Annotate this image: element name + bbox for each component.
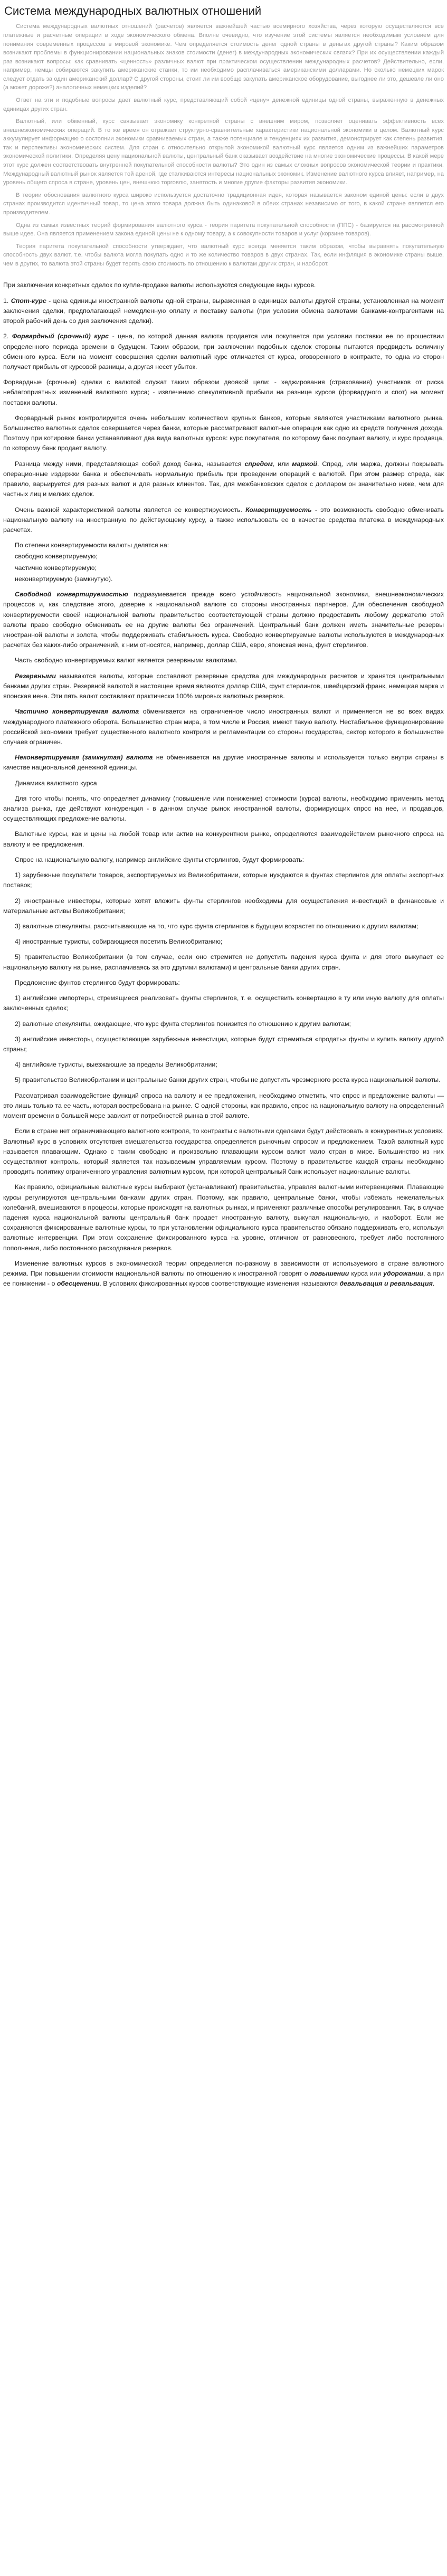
term: Спот-курс bbox=[11, 297, 46, 305]
intro-paragraph: Ответ на эти и подобные вопросы дает валютный курс, представляющий собой «цену» денежной единицы одной страны, выраженную в денежных единицах других стран. bbox=[3, 97, 444, 112]
list-item: свободно конвертируемую; bbox=[15, 553, 98, 560]
intro-paragraph: Одна из самых известных теорий формирования валютного курса - теория паритета покупательной способности (ППС) - базируется на рассмотренной выше идее. Она является применением закона единой цены не к одному товару, а к совокупности товаров и услуг (корзине товаров). bbox=[3, 222, 444, 237]
paragraph: Форвардный рынок контролируется очень небольшим количеством крупных банков, которые являются участниками валютного рынка. Большинство валютных сделок совершается через банки, которые рассматривают валютные операции как одно из средств получения дохода. Поэтому при котировке банки устанавливают два вида валютных курсов: курс покупателя, по которому банк покупает валюту, и курс продавца, по которому банк продает валюту. bbox=[3, 414, 444, 452]
intro-paragraph: Теория паритета покупательной способности утверждает, что валютный курс всегда меняется таким образом, чтобы выравнять покупательную способность двух валют, т.е. чтобы валюта могла покупать одно и то же количество товаров в двух странах. Так, если инфляция в экономике страны выше, чем в других, то валюта этой страны будет терять свою стоимость по отношению к валютам других стран, и наоборот. bbox=[3, 243, 444, 267]
paragraph: Валютные курсы, как и цены на любой товар или актив на конкурентном рынке, определяются взаимодействием рыночного спроса на валюту и ее предложения. bbox=[3, 830, 444, 848]
term: Форвардный (срочный) курс bbox=[12, 332, 109, 340]
paragraph: Для того чтобы понять, что определяет динамику (повышение или понижение) стоимости (курса) валюты, необходимо применить метод анализа рынка, где действуют конкуренция - в данном случае рынок иностранной валюты, формирующих спрос на нее, и продавцов, осуществляющих предложение валюты. bbox=[3, 794, 444, 823]
list-item: 5) правительство Великобритании (в том случае, если оно стремится не допустить падения курса фунта и для этого выкупает ее национальную валюту на рынке, расплачиваясь за это другими валютами) и центральные банки других стран. bbox=[3, 953, 444, 971]
list-item: неконвертируемую (замкнутую). bbox=[15, 575, 113, 583]
paragraph-partial: Частично конвертируемая валюта обменивается на ограниченное число иностранных валют и применяется не во всех видах международного платежного оборота. Большинство стран мира, в том числе и Россия, имеют такую валюту. Нестабильное функционирование российской экономики требует существенного валютного контроля и регламентации со стороны государства, сектор которого в большинстве случаев ограничен. bbox=[3, 708, 444, 746]
intro-paragraph: В теории обоснования валютного курса широко используется достаточно традиционная идея, которая называется законом единой цены: если в двух странах производится идентичный товар, то цена этого товара должна быть одинаковой в обеих странах независимо от того, в какой стране является его производителем. bbox=[3, 192, 444, 216]
list-item: 4) иностранные туристы, собирающиеся посетить Великобританию; bbox=[15, 938, 223, 946]
paragraph-spread: Разница между ними, представляющая собой доход банка, называется спредом, или маржой. Спред, или маржа, должны покрывать операционные издержки банка и обеспечивать нормальную прибыль при проведении операций с валютой. При этом размер спреда, как правило, варьируется для разных валют и для разных клиентов. Так, для межбанковских сделок с долларом он значительно ниже, чем для частных лиц и мелких сделок. bbox=[3, 460, 444, 498]
paragraph: Как правило, официальные валютные курсы выбирают (устанавливают) правительства, управляя валютными интервенциями. Плавающие курсы регулируются центральными банками других стран. Поэтому, как правило, центральные банки, чтобы избежать нежелательных колебаний, вмешиваются в процессы, которые происходят на валютных рынках, и применяют различные способы регулирования. Так, в случае падения курса национальной валюты центральный банк продает иностранную валюту, выкупая национальную, и наоборот. Если же сохраняются фиксированные валютные курсы, то при установлении официального курса правительство обязано поддерживать его, используя валютные интервенции. При этом сохранение фиксированного курса на уровне, отличном от равновесного, требует либо постоянного пополнения, либо постоянного расходования резервов. bbox=[3, 1183, 444, 1252]
intro-paragraph: Система международных валютных отношений (расчетов) является важнейшей частью всемирного хозяйства, через которую осуществляются все платежные и расчетные операции в ходе экономического обмена. Вполне очевидно, что изучение этой системы является необходимым условием для понимания современных процессов в мировой экономике. Чем определяется стоимость денег одной страны в деньгах другой страны? Каким образом возникают проблемы в функционировании национальных знаков стоимости (денег) в международных экономических связях? При их осуществлении каждый раз возникают вопросы: как сравнивать «ценность» различных валют при практическом осуществлении международных расчетов? Действительно, если, например, немцы собираются закупить американские станки, то им необходимо расплачиваться американскими долларами. Но сколько немецких марок следует отдать за один американский доллар? С другой стороны, стоит ли им вообще закупать американское оборудование, выгоднее ли это, дешевле ли оно (а может дороже?) аналогичных немецких изделий? bbox=[3, 23, 444, 91]
conv-list bbox=[15, 552, 444, 584]
list-item: 2) валютные спекулянты, ожидающие, что курс фунта стерлингов понизится по отношению к другим валютам; bbox=[15, 1020, 351, 1028]
intro-paragraph: Валютный, или обменный, курс связывает экономику конкретной страны с внешним миром, позволяет оценивать эффективность всех внешнеэкономических операций. В то же время он отражает структурно-сравнительные характеристики национальной экономики в целом. Валютный курс аккумулирует информацию о состоянии экономики сравниваемых стран, а также потенциале и тенденциях их развития, демонстрирует как степень развития, так и перспективы экономических систем. Для стран с относительно открытой экономикой валютный курс является одним из важнейших параметров экономической политики. Определяя цену национальной валюты, центральный банк оказывает воздействие на многие экономические процессы. В какой мере этот курс должен соответствовать внутренней покупательной способности валюты? Это один из самых сложных вопросов экономической теории и практики. Международный валютный рынок является той ареной, где сталкиваются интересы национальных экономик. Изменение валютного курса влияет, например, на уровень общего спроса в стране, уровень цен, внешнюю торговлю, занятость и многие другие факторы развития экономики. bbox=[3, 118, 444, 186]
faded-intro bbox=[3, 22, 444, 268]
paragraph: При заключении конкретных сделок по купле-продаже валюты используются следующие виды курсов. bbox=[3, 281, 316, 289]
paragraph: Часть свободно конвертируемых валют является резервными валютами. bbox=[15, 657, 238, 664]
paragraph-spot: 1. Спот-курс - цена единицы иностранной валюты одной страны, выраженная в единицах валюты другой страны, установленная на момент заключения сделки, предполагающей немедленную оплату и поставку валюты (при условии обмена валютами банками-контрагентами на второй рабочий день со дня заключения сделки). bbox=[3, 297, 444, 325]
paragraph-final: Изменение валютных курсов в экономической теории определяется по-разному в зависимости от используемого в стране валютного режима. При повышении стоимости национальной валюты по отношению к иностранной говорят о повышении курса или удорожании, а при ее понижении - о обесценении. В условиях фиксированных курсов соответствующие изменения называются девальвация и ревальвация. bbox=[3, 1259, 444, 1288]
paragraph-forward: 2. Форвардный (срочный) курс - цена, по которой данная валюта продается или покупается при условии поставки ее по прошествии определенного периода времени в будущем. Таким образом, при заключении подобных сделок стороны пытаются предвидеть величину обменного курса. Если на момент совершения сделки валютный курс отличается от курса, оговоренного в контракте, то одна из сторон получает прибыль от курсовой разницы, а другая несет убыток. bbox=[3, 332, 444, 370]
paragraph-free: Свободной конвертируемостью подразумевается прежде всего устойчивость национальной экономики, внешнеэкономических процессов и, как следствие этого, доверие к национальной валюте со стороны иностранных партнеров. Для обеспечения свободной конвертируемости своей национальной валюты правительство соответствующей страны должно предоставить любому держателю этой валюты право свободно обменивать ее на другие валюты без ограничений. Центральный банк должен иметь значительные резервы иностранной валюты и золота, чтобы поддерживать стабильность курса. Свободно конвертируемые валюты используются в международных расчетах без каких-либо ограничений, к ним относятся, например, доллар США, евро, японская иена, фунт стерлингов. bbox=[3, 591, 444, 649]
page-title: Система международных валютных отношений bbox=[4, 4, 262, 17]
main-text bbox=[3, 280, 444, 1289]
paragraph: Рассматривая взаимодействие функций спроса на валюту и ее предложения, необходимо отметить, что спрос и предложение валюты — это лишь только та ее часть, которая востребована на рынке. С одной стороны, как правило, спрос на национальную валюту на определенный момент времени в большей мере зависит от потребностей рынка в этой валюте. bbox=[3, 1091, 444, 1120]
list-item: 3) английские инвесторы, осуществляющие зарубежные инвестиции, которые будут стремиться «продать» фунты и купить валюту другой страны; bbox=[3, 1035, 444, 1053]
list-item: 2) иностранные инвесторы, которые хотят вложить фунты стерлингов необходимы для осуществления инвестиций в финансовые и материальные активы Великобритании; bbox=[3, 897, 444, 915]
paragraph: По степени конвертируемости валюты делятся на: bbox=[15, 541, 169, 549]
paragraph: Если в стране нет ограничивающего валютного контроля, то контракты с валютными сделками будут действовать в конкурентных условиях. Валютный курс в условиях отсутствия вмешательства государства определяется рыночным спросом и предложением. Такой валютный курс называется плавающим. Однако с таким свободно и произвольно плавающим курсом валют мало стран в мире. Большинство из них осуществляют контроль, который является так называемым управляемым курсом. Поэтому в правительстве каждой страны необходимо проводить политику ограниченного управления валютным курсом, при которой центральный банк использует национальные валюты. bbox=[3, 1127, 444, 1176]
paragraph-reserve: Резервными называются валюты, которые составляют резервные средства для международных расчетов и хранятся центральными банками других стран. Резервной валютой в настоящее время являются доллар США, фунт стерлингов, швейцарский франк, немецкая марка и японская иена. Эти пять валют составляют практически 100% мировых валютных резервов. bbox=[3, 672, 444, 700]
paragraph-convertibility: Очень важной характеристикой валюты является ее конвертируемость. Конвертируемость - это возможность свободно обменивать национальную валюту на иностранную по действующему курсу, а также использовать ее в качестве средства платежа в международных расчетах. bbox=[3, 506, 444, 534]
list-item: 1) английские импортеры, стремящиеся реализовать фунты стерлингов, т. е. осуществить конвертацию в ту или иную валюту для оплаты заключенных сделок; bbox=[3, 994, 444, 1012]
list-item: 4) английские туристы, выезжающие за пределы Великобритании; bbox=[15, 1061, 217, 1069]
paragraph: Форвардные (срочные) сделки с валютой служат таким образом двоякой цели: - хеджирования (страхования) участников от риска неблагоприятных изменений валютного курса; - извлечению спекулятивной прибыли на разнице курсов (форвардного и спот) на момент поставки валюты. bbox=[3, 378, 444, 406]
paragraph: Спрос на национальную валюту, например английские фунты стерлингов, будут формировать: bbox=[15, 856, 305, 863]
list-item: частично конвертируемую; bbox=[15, 564, 97, 572]
list-item: 3) валютные спекулянты, рассчитывающие на то, что курс фунта стерлингов в будущем возрастет по отношению к другим валютам; bbox=[15, 923, 419, 930]
list-item: 5) правительство Великобритании и центральные банки других стран, чтобы не допустить чрезмерного роста курса национальной валюты. bbox=[15, 1076, 441, 1084]
section-heading: Предложение фунтов стерлингов будут формировать: bbox=[15, 978, 180, 986]
section-heading: Динамика валютного курса bbox=[15, 779, 97, 787]
paragraph-nonconv: Неконвертируемая (замкнутая) валюта не обменивается на другие иностранные валюты и используется только внутри страны в качестве национальной денежной единицы. bbox=[3, 754, 444, 772]
list-item: 1) зарубежные покупатели товаров, экспортируемых из Великобритании, которые нуждаются в фунтах стерлингов для оплаты экспортных поставок; bbox=[3, 871, 444, 889]
